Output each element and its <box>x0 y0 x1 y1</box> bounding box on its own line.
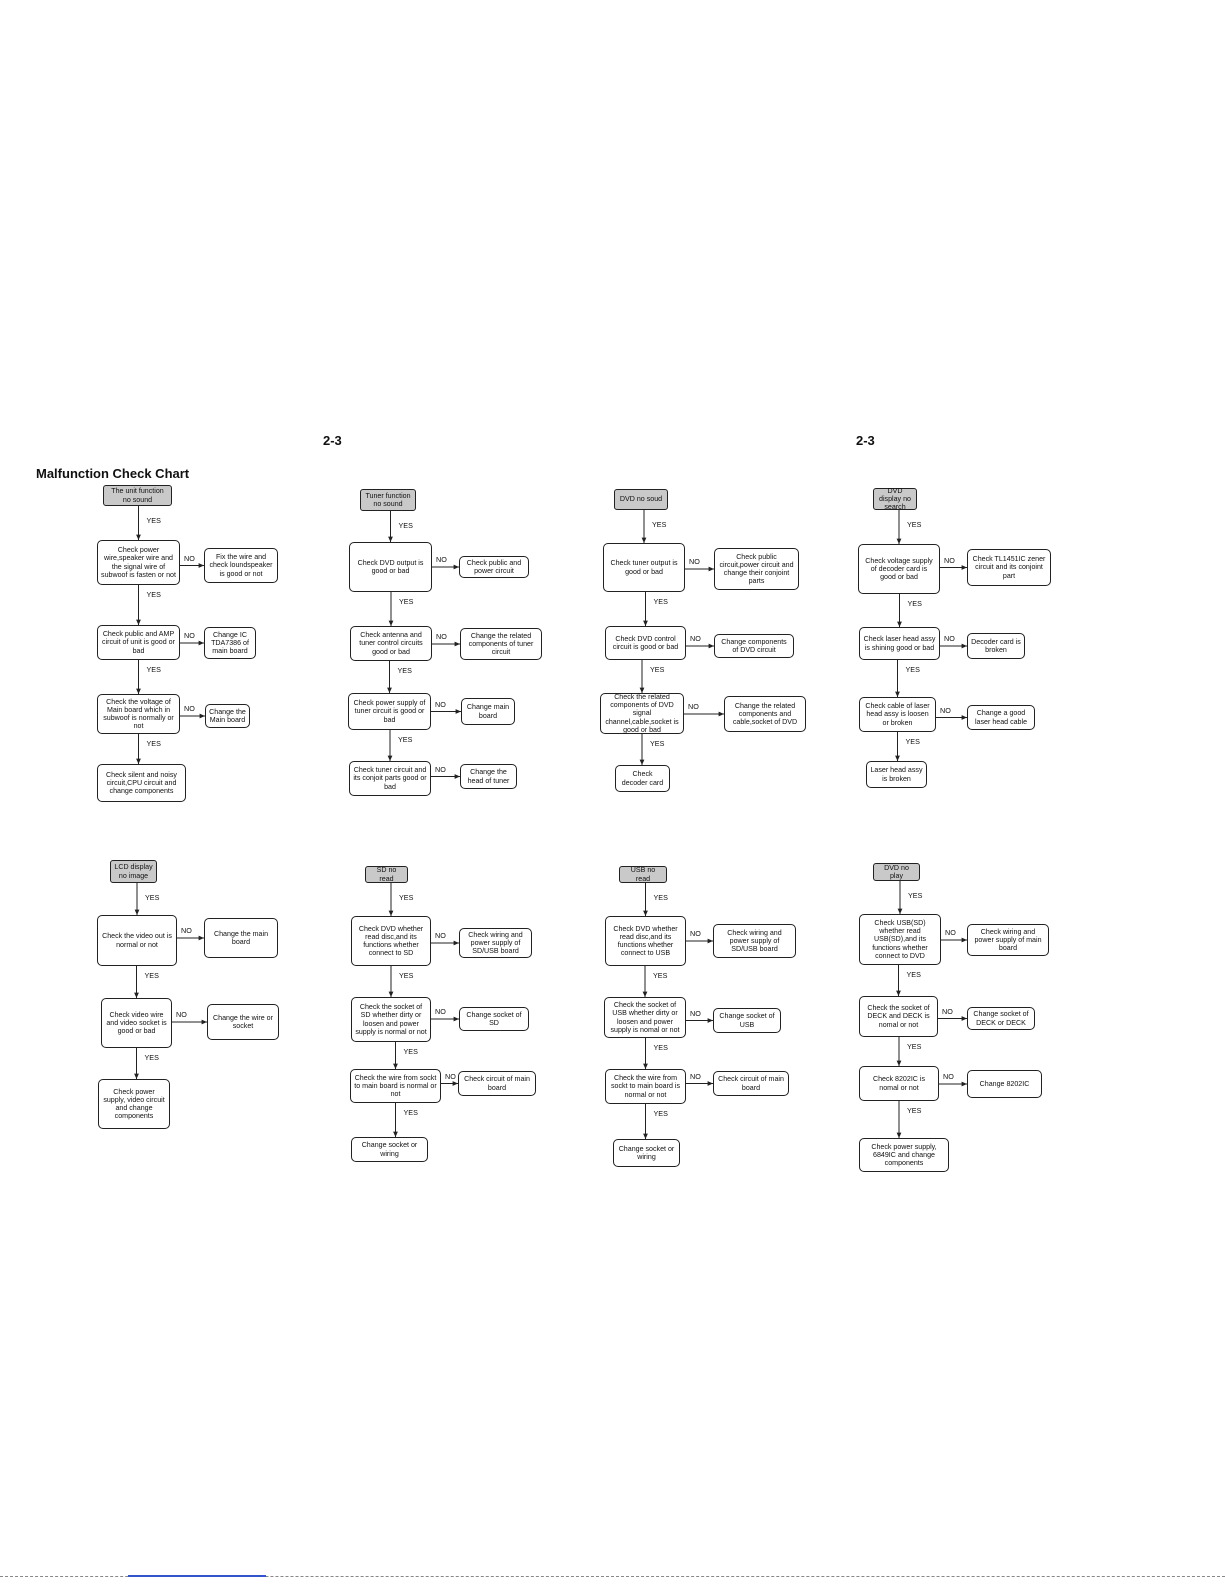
check-node: Check antenna and tuner control circuits good or bad <box>350 626 432 661</box>
check-node: Check cable of laser head assy is loosen or broken <box>859 697 936 732</box>
start-node: Tuner function no sound <box>360 489 416 511</box>
no-label: NO <box>943 1072 954 1081</box>
yes-label: YES <box>653 1043 668 1052</box>
start-node: SD no read <box>365 866 408 883</box>
action-node: Change 8202IC <box>967 1070 1042 1098</box>
no-label: NO <box>176 1010 187 1019</box>
no-label: NO <box>944 634 955 643</box>
yes-label: YES <box>652 520 667 529</box>
no-label: NO <box>435 931 446 940</box>
check-node: Check tuner output is good or bad <box>603 543 685 592</box>
check-node: Check the wire from sockt to main board is normal or not <box>350 1069 441 1103</box>
action-node: Check wiring and power supply of SD/USB board <box>459 928 532 958</box>
yes-label: YES <box>399 893 414 902</box>
action-node: Check circuit of main board <box>713 1071 789 1096</box>
yes-label: YES <box>403 1047 418 1056</box>
yes-label: YES <box>397 666 412 675</box>
check-node: Check the socket of DECK and DECK is nomal or not <box>859 996 938 1037</box>
action-node: Change the wire or socket <box>207 1004 279 1040</box>
yes-label: YES <box>907 1042 922 1051</box>
yes-label: YES <box>146 516 161 525</box>
no-label: NO <box>688 702 699 711</box>
yes-label: YES <box>399 971 414 980</box>
yes-label: YES <box>146 739 161 748</box>
action-node: Check TL1451IC zener circuit and its conjoint part <box>967 549 1051 586</box>
no-label: NO <box>436 632 447 641</box>
end-node: Check power supply, 6849IC and change components <box>859 1138 949 1172</box>
check-node: Check power supply of tuner circuit is good or bad <box>348 693 431 730</box>
no-label: NO <box>435 699 446 709</box>
yes-label: YES <box>144 971 159 980</box>
yes-label: YES <box>144 1053 159 1062</box>
check-node: Check the socket of SD whether dirty or loosen and power supply is normal or not <box>351 997 431 1042</box>
action-node: Change socket of SD <box>459 1007 529 1031</box>
action-node: Change main board <box>461 698 515 725</box>
no-label: NO <box>184 631 195 640</box>
end-node: Change socket or wiring <box>351 1137 428 1162</box>
yes-label: YES <box>145 893 160 902</box>
no-label: NO <box>944 555 955 565</box>
check-node: Check DVD whether read disc,and its functions whether connect to SD <box>351 916 431 966</box>
no-label: NO <box>690 929 701 938</box>
yes-label: YES <box>905 737 920 746</box>
yes-label: YES <box>398 521 413 530</box>
end-node: Check silent and noisy circuit,CPU circuit and change components <box>97 764 186 802</box>
no-label: NO <box>690 1071 701 1081</box>
check-node: Check the voltage of Main board which in subwoof is normally or not <box>97 694 180 734</box>
yes-label: YES <box>146 665 161 674</box>
start-node: LCD display no image <box>110 860 157 883</box>
check-node: Check public and AMP circuit of unit is good or bad <box>97 625 180 660</box>
action-node: Change the related components of tuner circuit <box>460 628 542 660</box>
page-number-right: 2-3 <box>856 433 875 448</box>
check-node: Check the related components of DVD signal channel,cable,socket is good or bad <box>600 693 684 734</box>
no-label: NO <box>436 555 447 564</box>
yes-label: YES <box>650 739 665 748</box>
check-node: Check power wire,speaker wire and the signal wire of subwoof is fasten or not <box>97 540 180 585</box>
yes-label: YES <box>908 891 923 900</box>
yes-label: YES <box>905 665 920 674</box>
check-node: Check DVD whether read disc,and its functions whether connect to USB <box>605 916 686 966</box>
yes-label: YES <box>653 971 668 980</box>
page-number-left: 2-3 <box>323 433 342 448</box>
yes-label: YES <box>650 665 665 674</box>
check-node: Check voltage supply of decoder card is good or bad <box>858 544 940 594</box>
yes-label: YES <box>907 1106 922 1115</box>
action-node: Change socket of USB <box>713 1008 781 1033</box>
end-node: Check power supply, video circuit and change components <box>98 1079 170 1129</box>
action-node: Change socket of DECK or DECK <box>967 1007 1035 1030</box>
no-label: NO <box>435 764 446 774</box>
yes-label: YES <box>146 590 161 599</box>
no-label: NO <box>690 634 701 643</box>
action-node: Change IC TDA7386 of main board <box>204 627 256 659</box>
no-label: NO <box>940 705 951 715</box>
end-node: Check decoder card <box>615 765 670 792</box>
start-node: The unit function no sound <box>103 485 172 506</box>
no-label: NO <box>181 926 192 935</box>
no-label: NO <box>445 1071 456 1081</box>
no-label: NO <box>689 557 700 566</box>
start-node: DVD no play <box>873 863 920 881</box>
no-label: NO <box>435 1007 446 1016</box>
action-node: Check public circuit,power circuit and change their conjoint parts <box>714 548 799 590</box>
action-node: Change the main board <box>204 918 278 958</box>
check-node: Check tuner circuit and its conjoit parts good or bad <box>349 761 431 796</box>
no-label: NO <box>942 1006 953 1016</box>
action-node: Fix the wire and check loundspeaker is good or not <box>204 548 278 583</box>
check-node: Check the wire from sockt to main board is normal or not <box>605 1069 686 1104</box>
start-node: DVD display no search <box>873 488 917 510</box>
check-node: Check the socket of USB whether dirty or loosen and power supply is nomal or not <box>604 997 686 1038</box>
yes-label: YES <box>398 735 413 744</box>
action-node: Decoder card is broken <box>967 633 1025 659</box>
chart-title: Malfunction Check Chart <box>36 466 190 481</box>
action-node: Check circuit of main board <box>458 1071 536 1096</box>
yes-label: YES <box>653 1109 668 1118</box>
start-node: USB no read <box>619 866 667 883</box>
yes-label: YES <box>653 597 668 606</box>
check-node: Check video wire and video socket is good or bad <box>101 998 172 1048</box>
action-node: Change the head of tuner <box>460 764 517 789</box>
check-node: Check the video out is normal or not <box>97 915 177 966</box>
no-label: NO <box>184 704 195 713</box>
yes-label: YES <box>907 599 922 608</box>
yes-label: YES <box>399 597 414 606</box>
action-node: Check wiring and power supply of main board <box>967 924 1049 956</box>
check-node: Check DVD control circuit is good or bad <box>605 626 686 660</box>
yes-label: YES <box>906 970 921 979</box>
action-node: Change a good laser head cable <box>967 705 1035 730</box>
check-node: Check USB(SD) whether read USB(SD),and its functions whether connect to DVD <box>859 914 941 965</box>
check-node: Check 8202IC is nomal or not <box>859 1066 939 1101</box>
action-node: Change components of DVD circuit <box>714 634 794 658</box>
end-node: Laser head assy is broken <box>866 761 927 788</box>
action-node: Check public and power circuit <box>459 556 529 578</box>
action-node: Check wiring and power supply of SD/USB board <box>713 924 796 958</box>
no-label: NO <box>184 553 195 563</box>
yes-label: YES <box>653 893 668 902</box>
end-node: Change socket or wiring <box>613 1139 680 1167</box>
page-bottom-link-underline <box>128 1575 266 1577</box>
action-node: Change the related components and cable,socket of DVD <box>724 696 806 732</box>
yes-label: YES <box>403 1108 418 1117</box>
no-label: NO <box>945 928 956 937</box>
check-node: Check laser head assy is shining good or bad <box>859 627 940 660</box>
no-label: NO <box>690 1008 701 1018</box>
yes-label: YES <box>907 520 922 529</box>
start-node: DVD no soud <box>614 489 668 510</box>
action-node: Change the Main board <box>205 704 250 728</box>
check-node: Check DVD output is good or bad <box>349 542 432 592</box>
